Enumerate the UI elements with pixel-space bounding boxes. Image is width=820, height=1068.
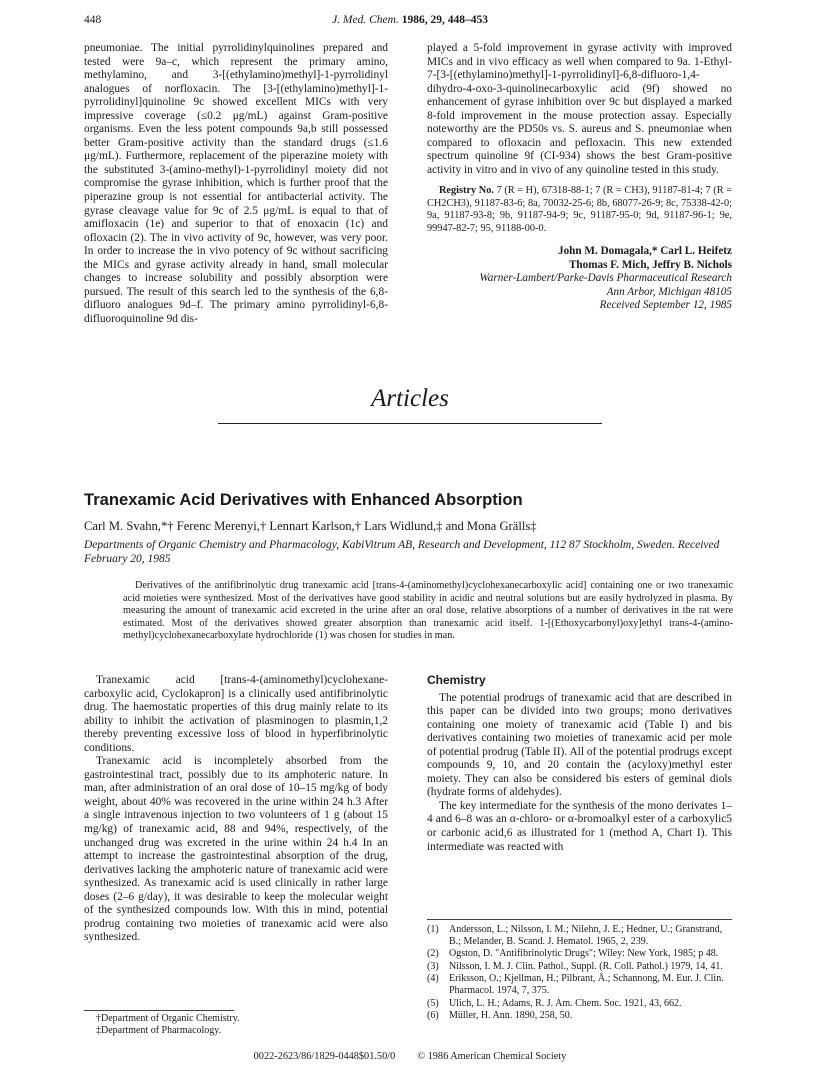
signature-authors-line2: Thomas F. Mich, Jeffry B. Nichols xyxy=(568,258,732,271)
reference-text: Müller, H. Ann. 1890, 258, 50. xyxy=(449,1010,573,1022)
signature-authors-line1: John M. Domagala,* Carl L. Heifetz xyxy=(557,245,732,258)
signature-institution: Warner-Lambert/Parke-Davis Pharmaceutical Research xyxy=(479,272,732,285)
intro-paragraph: Tranexamic acid is incompletely absorbed from the gastrointestinal tract, possibly due to its amphoteric nature. In man, after administration of an oral dose of 10–15 mg/kg of body weight, about 40% was recovered in the urine within 24 h.3 After a single intravenous injection to two volunteers of 1 g (about 15 mg/kg) of tranexamic acid, 88 and 94%, respectively, of the unchanged drug was excreted in the urine within 24 h.4 In an attempt to increase the gastrointestinal absorption of the drug, derivatives lacking the amphoteric nature of tranexamic acid were synthesized. As tranexamic acid is used clinically in rather large doses (2–6 g/day), it was desirable to keep the molecular weight of the synthesized compounds low. With this in mind, potential prodrug containing two moieties of tranexamic acid were also synthesized. xyxy=(84,755,388,944)
reference-number: (5) xyxy=(427,997,439,1009)
registry-numbers xyxy=(427,185,732,235)
reference-number: (2) xyxy=(427,948,439,960)
page-footer xyxy=(0,1051,820,1062)
reference-item xyxy=(427,961,732,973)
section-heading-articles: Articles xyxy=(371,385,449,412)
section-divider xyxy=(218,423,602,424)
footnotes xyxy=(84,1010,388,1036)
reference-number: (4) xyxy=(427,973,439,985)
reference-item xyxy=(427,924,732,947)
journal-header xyxy=(0,14,820,26)
prev-article-right-column xyxy=(427,42,732,313)
reference-text: Ogston, D. "Antifibrinolytic Drugs"; Wiley: New York, 1985; p 48. xyxy=(449,948,719,960)
reference-item xyxy=(427,973,732,996)
prev-article-left-column xyxy=(84,42,388,326)
chemistry-heading: Chemistry xyxy=(427,673,486,687)
signature-received: Received September 12, 1985 xyxy=(599,299,732,312)
reference-number: (6) xyxy=(427,1010,439,1022)
reference-number: (3) xyxy=(427,960,439,972)
registry-label: Registry No. xyxy=(439,185,494,197)
reference-text: Nilsson, I. M. J. Clin. Pathol., Suppl. (R. Coll. Pathol.) 1979, 14, 41. xyxy=(449,960,723,972)
footer-code: 0022-2623/86/1829-0448$01.50/0 xyxy=(253,1051,396,1062)
journal-year-volume: 1986, 29, 448–453 xyxy=(401,14,488,26)
chemistry-paragraph: The potential prodrugs of tranexamic acid that are described in this paper can be divided into two groups; mono derivatives containing one moiety of tranexamic acid (Table I) and bis derivatives containing two moieties of tranexamic acid per mole of potential prodrug (Table II). All of the potential prodrugs except compounds 9, 10, and 20 contain the (acyloxy)methyl ester moiety. They can also be considered bis esters of geminal diols (hydrate forms of aldehydes). xyxy=(427,691,732,799)
signature-location: Ann Arbor, Michigan 48105 xyxy=(606,285,732,298)
page-number: 448 xyxy=(84,14,102,26)
article-affiliation: Departments of Organic Chemistry and Pharmacology, KabiVitrum AB, Research and Development, 112 87 Stockholm, Sweden. Received February 20, 1985 xyxy=(84,539,720,565)
reference-item xyxy=(427,998,732,1010)
registry-text: 7 (R = H), 67318-88-1; 7 (R = CH3), 91187-81-4; 7 (R = CH2CH3), 91187-83-6; 8a, 70032-25-6; 8b, 68077-26-9; 8c, 75338-42-0; 9a, 91187-93-8; 9b, 91187-94-9; 9c, 91187-95-0; 9d, 91187-96-1; 9e, 99947-82-7; 95, 91188-00-0. xyxy=(427,185,733,234)
prev-article-signature xyxy=(427,245,732,313)
references-list xyxy=(427,919,732,1023)
journal-name: J. Med. Chem. xyxy=(332,14,399,26)
prev-article-paragraph: pneumoniae. The initial pyrrolidinylquinolines prepared and tested were 9a–c, which represent the primary amino, methylamino, and 3-[(ethylamino)methyl]-1-pyrrolidinyl analogues of norfloxacin. The [3-[(ethylamino)methyl]-1-pyrrolidinyl]quinoline 9c showed excellent MICs with very impressive coverage (≤0.2 μg/mL) against Gram-positive organisms. Even the less potent compounds 9a,b still possessed better Gram-positive activity than the standard drugs (≤1.6 μg/mL). Furthermore, replacement of the piperazine moiety with the substituted 3-(amino-methyl)-1-pyrrolidinyl moiety did not compromise the gyrase inhibition, which is further proof that the piperazine group is not essential for antibacterial activity. The gyrase cleavage value for 9c of 2.5 μg/mL is equal to that of amifloxacin (1e) and superior to that of enoxacin (1c) and ofloxacin (2). The in vivo activity of 9c, however, was very poor. In order to increase the in vivo potency of 9c without sacrificing the MICs and gyrase activity already in hand, small molecular changes to increase solubility and possibly absorption were pursued. The result of this search led to the synthesis of the 6,8-difluoro analogues 9d–f. The primary amino pyrrolidinyl-6,8-difluoroquinoline 9d dis- xyxy=(84,42,388,325)
reference-item xyxy=(427,1010,732,1022)
footnote-organic-chemistry: †Department of Organic Chemistry. xyxy=(96,1013,240,1024)
footnote-divider xyxy=(84,1010,234,1011)
reference-number: (1) xyxy=(427,924,439,935)
chemistry-paragraph: The key intermediate for the synthesis of the mono derivates 1–4 and 6–8 was an α-chloro- or α-bromoalkyl ester of a carboxylic5 or carbonic acid,6 as illustrated for 1 (method A, Chart I). This intermediate was reacted with xyxy=(427,799,732,853)
article-authors: Carl M. Svahn,*† Ferenc Merenyi,† Lennart Karlson,† Lars Widlund,‡ and Mona Grälls‡ xyxy=(84,519,537,533)
footer-copyright: © 1986 American Chemical Society xyxy=(417,1051,567,1062)
footnote-pharmacology: ‡Department of Pharmacology. xyxy=(96,1024,222,1036)
intro-paragraph: Tranexamic acid [trans-4-(aminomethyl)cyclohexane-carboxylic acid, Cyclokapron] is a clinically used antifibrinolytic drug. The haemostatic properties of this drug mainly relate to its ability to inhibit the activation of plasminogen to plasmin,1,2 thereby preventing excessive loss of blood in hyperfibrinolytic conditions. xyxy=(84,674,388,754)
reference-text: Eriksson, O.; Kjellman, H.; Pilbrant, Å.; Schannong, M. Eur. J. Clin. Pharmacol. 1974, 7, 375. xyxy=(449,973,724,996)
article-title: Tranexamic Acid Derivatives with Enhanced Absorption xyxy=(84,490,523,509)
article-abstract: Derivatives of the antifibrinolytic drug tranexamic acid [trans-4-(aminomethyl)cyclohexanecarboxylic acid] containing one or two tranexamic acid moieties were synthesized. Most of the derivatives have good stability in acidic and neutral solutions but are easily hydrolyzed in plasma. By measuring the amount of tranexamic acid excreted in the urine after an oral dose, relative absorptions of a number of derivatives in the rat were estimated. Most of the derivatives showed greater absorption than tranexamic acid itself. 1-[(Ethoxycarbonyl)oxy]ethyl trans-4-(amino-methyl)cyclohexanecarboxylate hydrochloride (1) was chosen for studies in man. xyxy=(123,580,733,641)
reference-item xyxy=(427,948,732,960)
prev-article-paragraph: played a 5-fold improvement in gyrase activity with improved MICs and in vivo efficacy as well when compared to 9a. 1-Ethyl-7-[3-[(ethylamino)methyl]-1-pyrrolidinyl]-6,8-difluoro-1,4-dihydro-4-oxo-3-quinolinecarboxylic acid (9f) showed no enhancement of gyrase inhibition over 9c but displayed a marked 8-fold improvement in the mouse protection assay. Especially noteworthy are the PD50s vs. S. aureus and S. pneumoniae when compared to ofloxacin and pefloxacin. This new extended spectrum quinoline 9f (CI-934) shows the best Gram-positive activity in vitro and in vivo of any quinoline tested in this study. xyxy=(427,42,732,176)
chemistry-column xyxy=(427,674,732,854)
introduction-column xyxy=(84,674,388,945)
reference-text: Ulich, L. H.; Adams, R. J. Am. Chem. Soc. 1921, 43, 662. xyxy=(449,997,682,1009)
reference-text: Andersson, L.; Nilsson, I. M.; Nilehn, J. E.; Hedner, U.; Granstrand, B.; Melander, B. Scand. J. Hematol. 1965, 2, 239. xyxy=(449,924,723,947)
